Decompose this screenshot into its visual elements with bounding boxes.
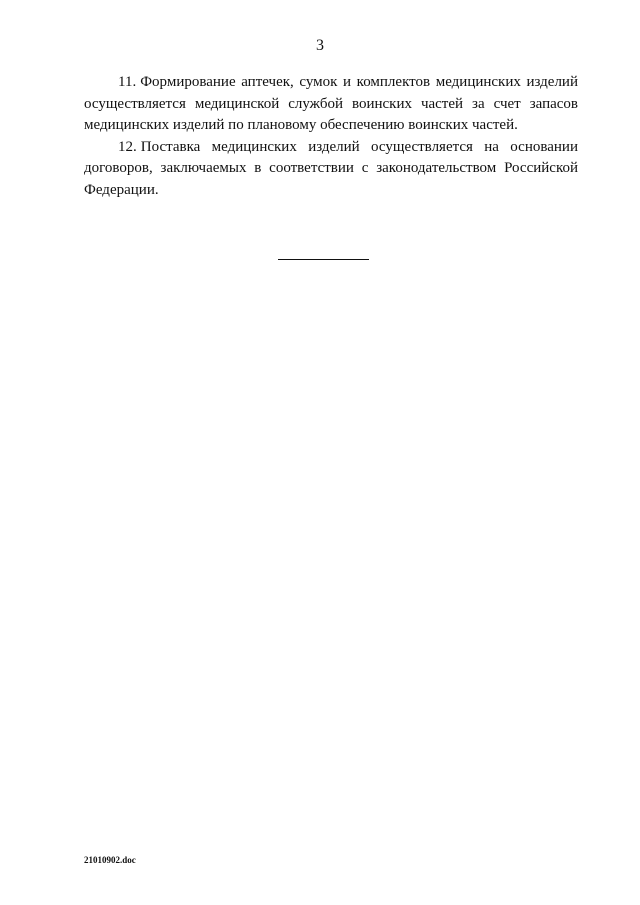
paragraph-number: 11. [118, 74, 137, 90]
paragraph-number: 12. [118, 138, 137, 155]
paragraph-12 [84, 137, 578, 202]
paragraph-text: Формирование аптечек, сумок и комплектов медицинских изделий осуществляется медицинской службой воинских частей за счет запасов медицинских изделий по плановому обеспечению воинских частей. [84, 74, 578, 133]
document-body [84, 72, 578, 201]
page-number: 3 [316, 37, 324, 54]
paragraph-text: Поставка медицинских изделий осуществляется на основании договоров, заключаемых в соответствии с законодательством Российской Федерации. [84, 138, 578, 198]
footer-file-name: 21010902.doc [84, 855, 136, 865]
end-of-text-divider [278, 259, 369, 260]
paragraph-11 [84, 72, 578, 137]
